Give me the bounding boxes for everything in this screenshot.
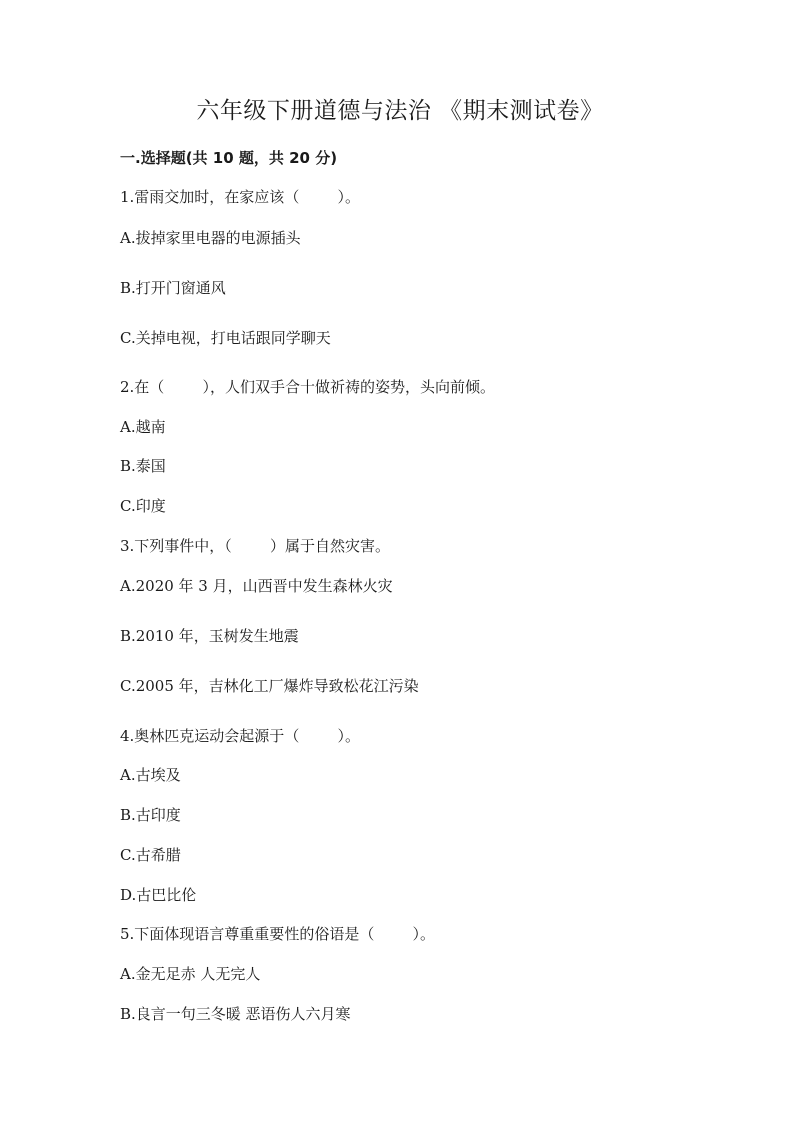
question-stem-2: 2.在（ ），人们双手合十做祈祷的姿势，头向前倾。 xyxy=(120,378,495,396)
question-3-option-a: A.2020 年 3 月，山西晋中发生森林火灾 xyxy=(120,577,393,595)
question-3-option-c: C.2005 年，吉林化工厂爆炸导致松花江污染 xyxy=(120,677,419,695)
question-2-option-c: C.印度 xyxy=(120,497,166,515)
question-4-option-b: B.古印度 xyxy=(120,806,181,824)
page-title: 六年级下册道德与法治 《期末测试卷》 xyxy=(196,98,604,124)
question-1-option-b: B.打开门窗通风 xyxy=(120,279,226,297)
question-5-option-a: A.金无足赤 人无完人 xyxy=(120,965,261,983)
question-2-option-a: A.越南 xyxy=(120,418,166,436)
question-stem-5: 5.下面体现语言尊重重要性的俗语是（ ）。 xyxy=(120,925,435,943)
question-stem-3: 3.下列事件中，（ ）属于自然灾害。 xyxy=(120,537,390,555)
question-4-option-d: D.古巴比伦 xyxy=(120,886,197,904)
question-4-option-c: C.古希腊 xyxy=(120,846,181,864)
question-3-option-b: B.2010 年，玉树发生地震 xyxy=(120,627,299,645)
question-1-option-c: C.关掉电视，打电话跟同学聊天 xyxy=(120,329,331,347)
question-4-option-a: A.古埃及 xyxy=(120,766,181,784)
question-5-option-b: B.良言一句三冬暖 恶语伤人六月寒 xyxy=(120,1005,351,1023)
question-stem-1: 1.雷雨交加时，在家应该（ ）。 xyxy=(120,188,360,206)
question-1-option-a: A.拔掉家里电器的电源插头 xyxy=(120,229,301,247)
question-2-option-b: B.泰国 xyxy=(120,457,166,475)
section-heading: 一.选择题(共 10 题，共 20 分) xyxy=(120,149,338,167)
question-stem-4: 4.奥林匹克运动会起源于（ ）。 xyxy=(120,727,360,745)
